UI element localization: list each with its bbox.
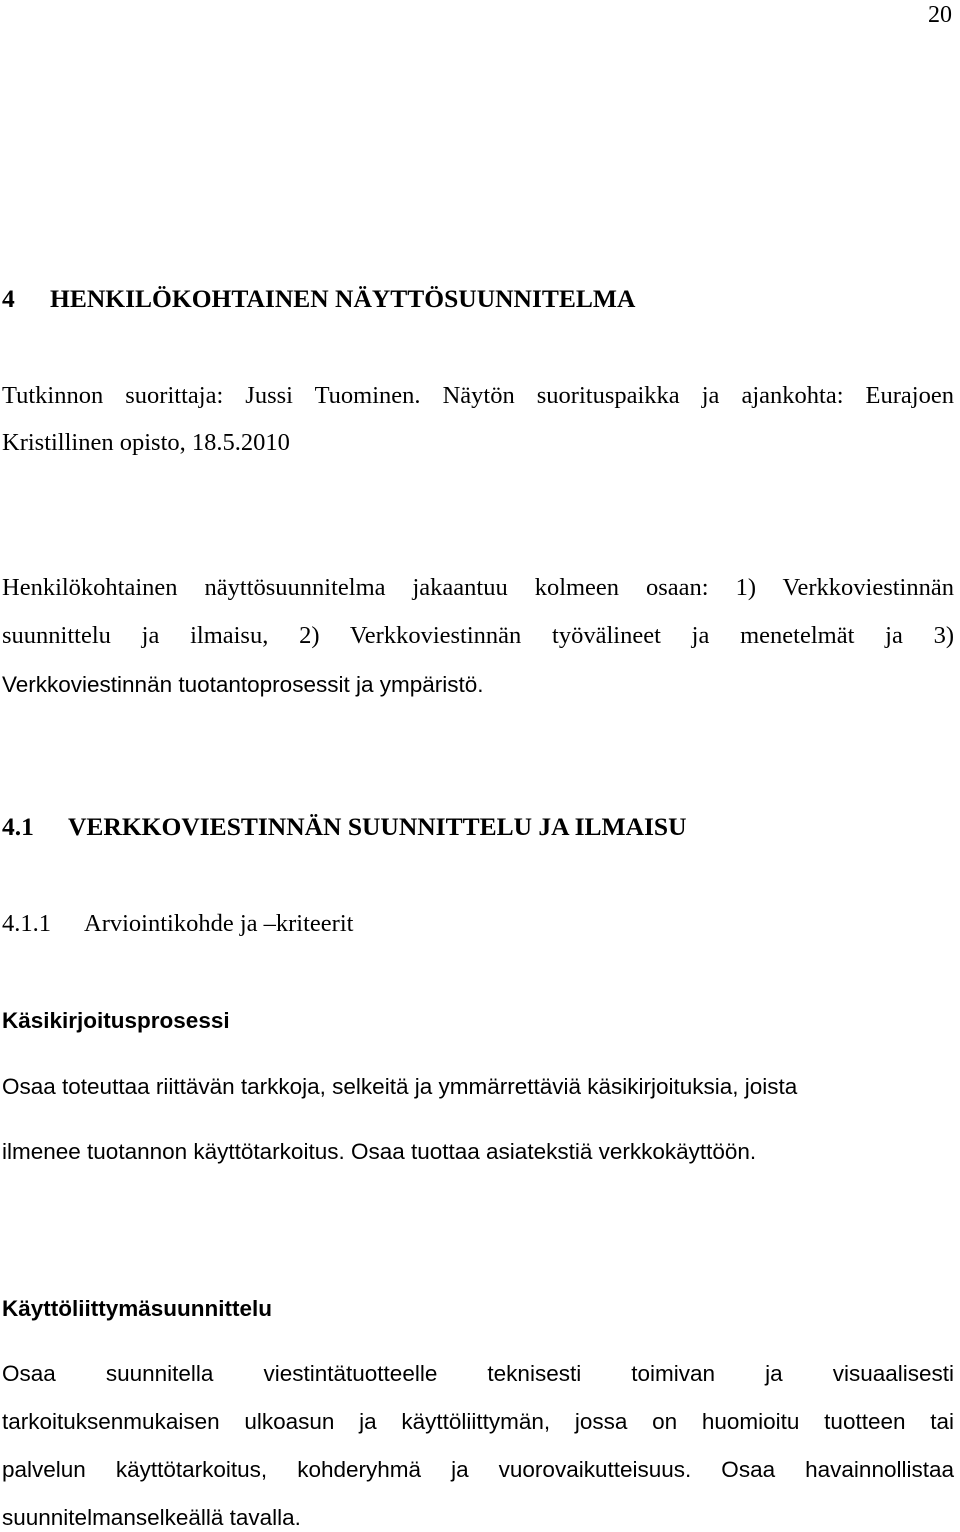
criteria-label-kayttoliittymasuunnittelu: Käyttöliittymäsuunnittelu [2, 1296, 273, 1321]
chapter-title: HENKILÖKOHTAINEN NÄYTTÖSUUNNITELMA [50, 284, 636, 313]
subsection-title: Arviointikohde ja –kriteerit [84, 910, 354, 937]
intro-line-2: Kristillinen opisto, 18.5.2010 [2, 429, 290, 456]
criteria-0-line-2: ilmenee tuotannon käyttötarkoitus. Osaa tuottaa asiatekstiä verkkokäyttöön. [2, 1139, 757, 1164]
subsection-number: 4.1.1 [2, 910, 51, 937]
chapter-heading [2, 284, 635, 314]
page-number: 20 [928, 2, 952, 28]
criteria-0-line-1: Osaa toteuttaa riittävän tarkkoja, selkeitä ja ymmärrettäviä käsikirjoituksia, joista [2, 1074, 798, 1099]
criteria-1-line-1: Osaa suunnitella viestintätuotteelle teknisesti toimivan ja visuaalisesti [2, 1361, 954, 1386]
subsection-heading [2, 910, 353, 938]
section-title: VERKKOVIESTINNÄN SUUNNITTELU JA ILMAISU [68, 812, 687, 841]
overview-line-3: Verkkoviestinnän tuotantoprosessit ja ympäristö. [2, 672, 484, 697]
criteria-label-kasikirjoitusprosessi: Käsikirjoitusprosessi [2, 1008, 230, 1033]
intro-line-1: Tutkinnon suorittaja: Jussi Tuominen. Näytön suorituspaikka ja ajankohta: Eurajoen [2, 382, 954, 409]
overview-line-1: Henkilökohtainen näyttösuunnitelma jakaantuu kolmeen osaan: 1) Verkkoviestinnän [2, 574, 954, 601]
criteria-1-line-3: palvelun käyttötarkoitus, kohderyhmä ja vuorovaikutteisuus. Osaa havainnollistaa [2, 1457, 954, 1482]
overview-line-2: suunnittelu ja ilmaisu, 2) Verkkoviestinnän työvälineet ja menetelmät ja 3) [2, 622, 954, 649]
section-number: 4.1 [2, 812, 34, 841]
section-heading [2, 812, 687, 842]
criteria-1-line-4: suunnitelmanselkeällä tavalla. [2, 1505, 301, 1530]
criteria-1-line-2: tarkoituksenmukaisen ulkoasun ja käyttöliittymän, jossa on huomioitu tuotteen tai [2, 1409, 954, 1434]
chapter-number: 4 [2, 284, 15, 313]
